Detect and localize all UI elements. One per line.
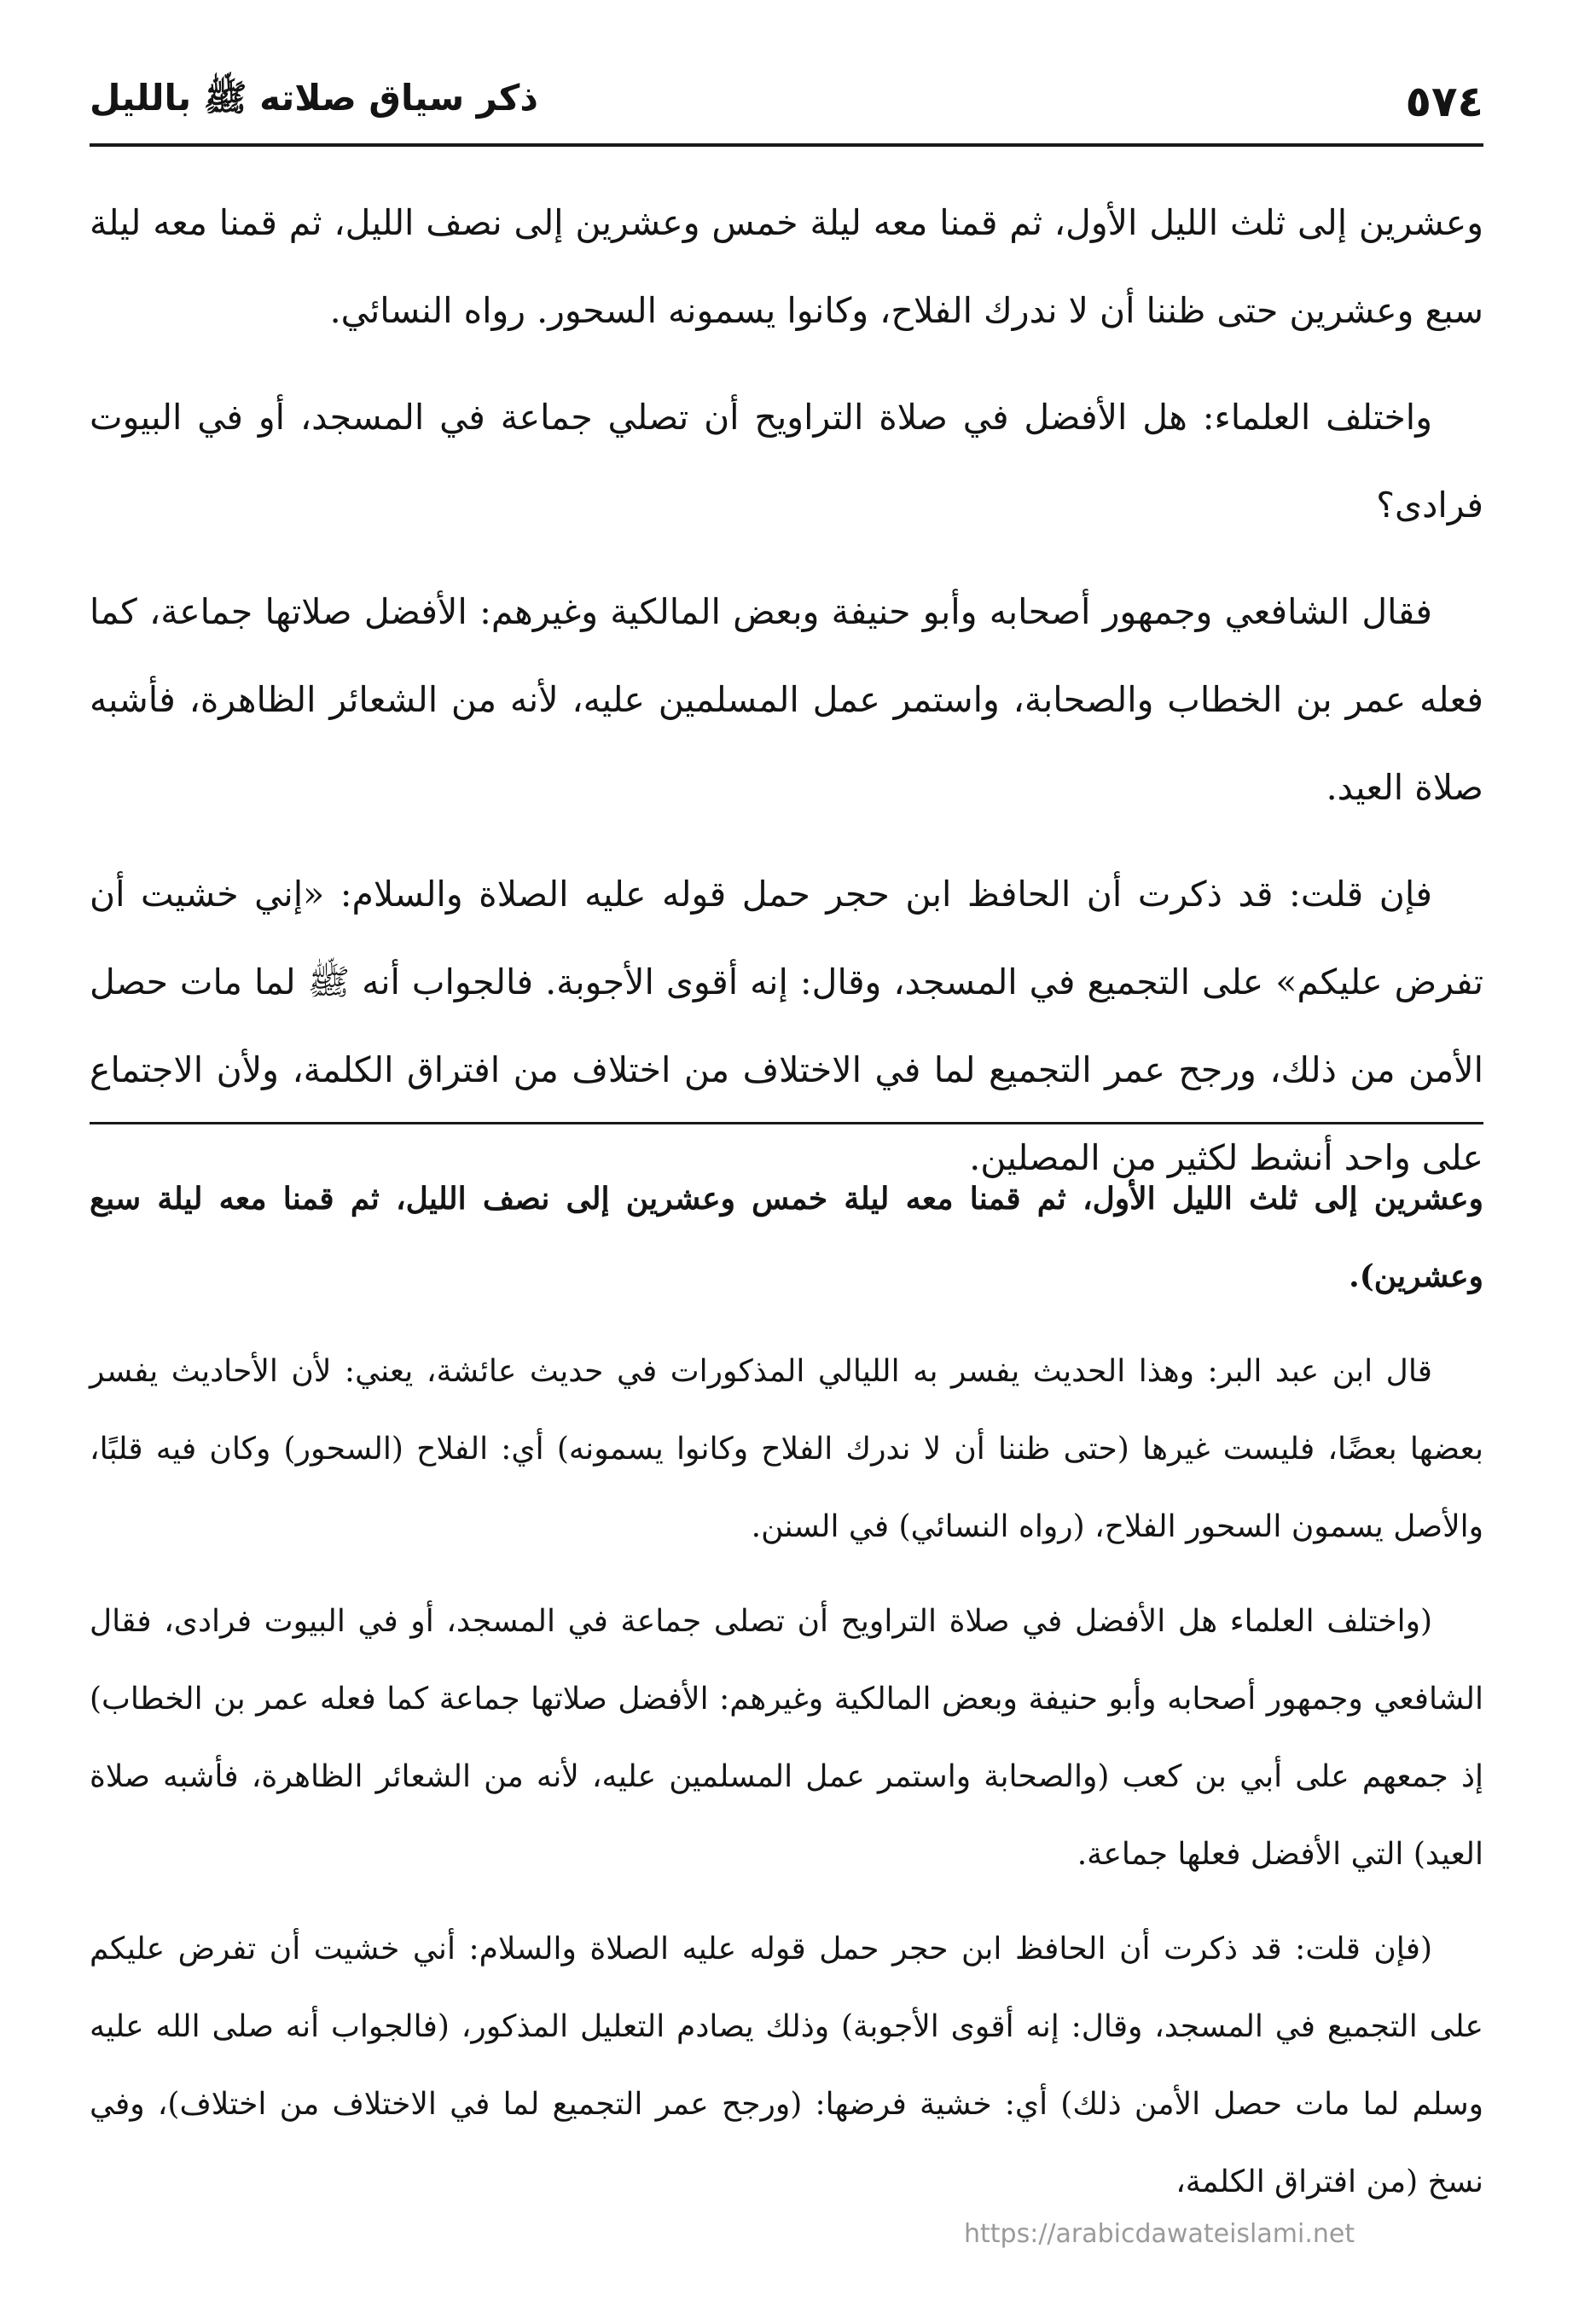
commentary-text [90,1160,1483,2238]
commentary-paragraph: وعشرين إلى ثلث الليل الأول، ثم قمنا معه ليلة خمس وعشرين إلى نصف الليل، ثم قمنا معه ليلة سبع وعشرين). [90,1181,1483,1294]
commentary-separator [90,1122,1483,1124]
main-paragraph: واختلف العلماء: هل الأفضل في صلاة التراويح أن تصلي جماعة في المسجد، أو في البيوت فرادى؟ [90,397,1483,526]
commentary-paragraph: (فإن قلت: قد ذكرت أن الحافظ ابن حجر حمل قوله عليه الصلاة والسلام: أني خشيت أن تفرض عليكم على التجميع في المسجد، وقال: إنه أقوى الأجوبة) وذلك يصادم التعليل المذكور، (فالجواب أنه صلى الله عليه وسلم لما مات حصل الأمن ذلك) أي: خشية فرضها: (ورجح عمر التجميع لما في الاختلاف من اختلاف)، وفي نسخ (من افتراق الكلمة، [90,1932,1483,2199]
commentary-paragraph: (واختلف العلماء هل الأفضل في صلاة التراويح أن تصلى جماعة في المسجد، أو في البيوت فرادى، فقال الشافعي وجمهور أصحابه وأبو حنيفة وبعض المالكية وغيرهم: الأفضل صلاتها جماعة كما فعله عمر بن الخطاب) إذ جمعهم على أبي بن كعب (والصحابة واستمر عمل المسلمين عليه، لأنه من الشعائر الظاهرة، فأشبه صلاة العيد) التي الأفضل فعلها جماعة. [90,1604,1483,1872]
page-number: ٥٧٤ [1405,77,1483,126]
header-title: ذكر سياق صلاته ﷺ بالليل [90,76,538,119]
main-paragraph: وعشرين إلى ثلث الليل الأول، ثم قمنا معه ليلة خمس وعشرين إلى نصف الليل، ثم قمنا معه ليلة سبع وعشرين حتى ظننا أن لا ندرك الفلاح، وكانوا يسمونه السحور. رواه النسائي. [90,202,1483,331]
watermark-url: https://arabicdawateislami.net [964,2219,1355,2249]
main-paragraph: فقال الشافعي وجمهور أصحابه وأبو حنيفة وبعض المالكية وغيرهم: الأفضل صلاتها جماعة، كما فعله عمر بن الخطاب والصحابة، واستمر عمل المسلمين عليه، لأنه من الشعائر الظاهرة، فأشبه صلاة العيد. [90,591,1483,808]
main-paragraph: فإن قلت: قد ذكرت أن الحافظ ابن حجر حمل قوله عليه الصلاة والسلام: «إني خشيت أن تفرض عليكم» على التجميع في المسجد، وقال: إنه أقوى الأجوبة. فالجواب أنه ﷺ لما مات حصل الأمن من ذلك، ورجح عمر التجميع لما في الاختلاف من اختلاف من افتراق الكلمة، ولأن الاجتماع على واحد أنشط لكثير من المصلين. [90,874,1483,1178]
running-head [90,72,1483,131]
header-rule [90,143,1483,147]
main-text [90,179,1483,1221]
commentary-paragraph: قال ابن عبد البر: وهذا الحديث يفسر به الليالي المذكورات في حديث عائشة، يعني: لأن الأحاديث يفسر بعضها بعضًا، فليست غيرها (حتى ظننا أن لا ندرك الفلاح وكانوا يسمونه) أي: الفلاح (السحور) وكان فيه قلبًا، والأصل يسمون السحور الفلاح، (رواه النسائي) في السنن. [90,1354,1483,1544]
